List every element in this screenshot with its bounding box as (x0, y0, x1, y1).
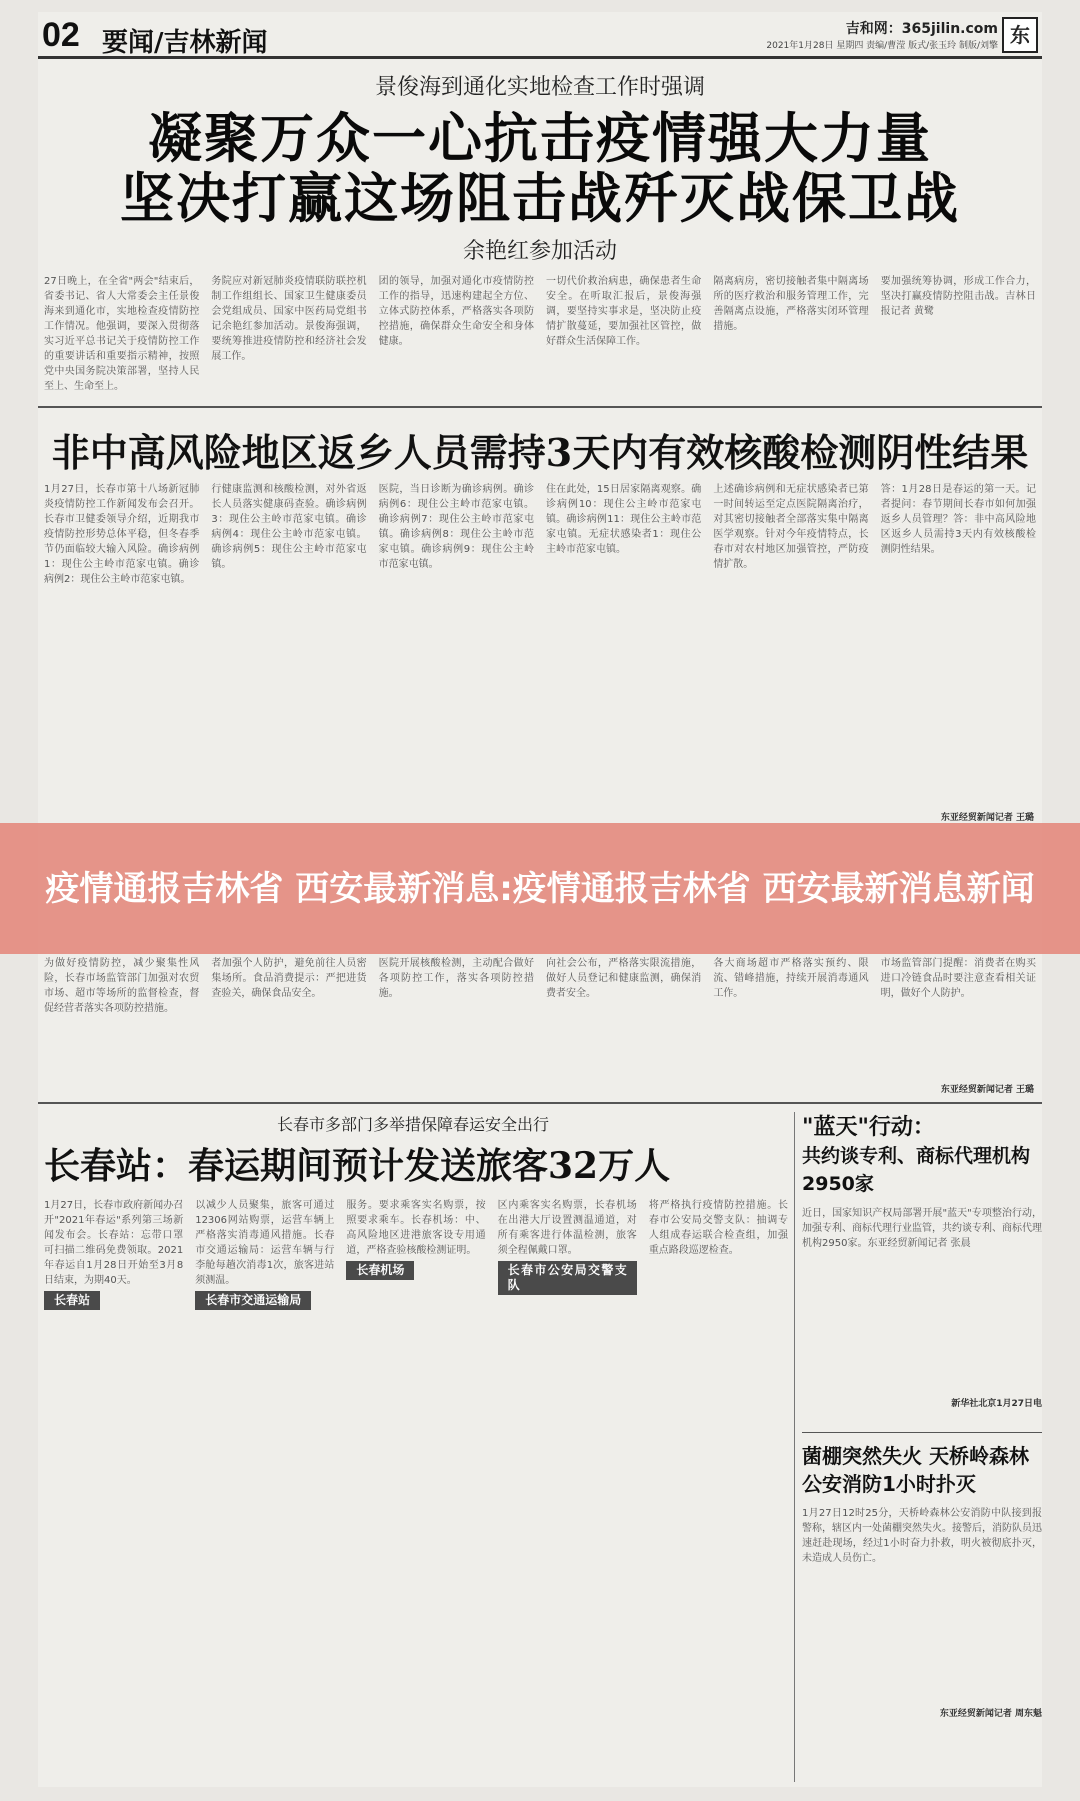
story4-paragraph: 区内乘客实名购票，长春机场在出港大厅设置测温通道，对所有乘客进行体温检测，旅客须全程佩戴口罩。 (497, 1200, 637, 1256)
story4-paragraph: 服务。要求乘客实名购票，按照要求乘车。长春机场：中、高风险地区进港旅客设专用通道，严格查验核酸检测证明。 (346, 1200, 486, 1256)
story1-headline-line2: 坚决打赢这场阻击战歼灭战保卫战 (120, 166, 960, 230)
overlay-title: 疫情通报吉林省 西安最新消息:疫情通报吉林省 西安最新消息新闻 (45, 868, 1035, 909)
story4-paragraph: 1月27日，长春市政府新闻办召开"2021年春运"系列第三场新闻发布会。长春站：忘带口罩可扫描二维码免费领取。2021年春运自1月28日开始至3月8日结束，为期40天。 (44, 1200, 184, 1286)
side2-body: 1月27日12时25分，天桥岭森林公安消防中队接到报警称，辖区内一处菌棚突然失火。接警后，消防队员迅速赶赴现场，经过1小时奋力扑救，明火被彻底扑灭，未造成人员伤亡。 (802, 1508, 1042, 1564)
story3-byline: 东亚经贸新闻记者 王璐 (940, 1085, 1034, 1095)
side1-headline: 共约谈专利、商标代理机构2950家 (802, 1145, 1031, 1195)
story4-column (44, 1198, 183, 1778)
story1-body (44, 274, 1036, 394)
story2-column: 住在此处，15日居家隔离观察。确诊病例10：现住公主岭市范家屯镇。确诊病例11：现住公主岭市范家屯镇。无症状感染者1：现住公主岭市范家屯镇。 (545, 484, 702, 555)
story3-column: 医院开展核酸检测，主动配合做好各项防控工作，落实各项防控措施。 (378, 958, 534, 999)
story1-column: 27日晚上，在全省"两会"结束后，省委书记、省人大常委会主任景俊海来到通化市，实地检查疫情防控工作情况。他强调，要深入贯彻落实习近平总书记关于疫情防控工作的重要讲话和重要指示精神，按照党中央国务院决策部署，坚持人民至上、生命至上。 (44, 276, 200, 392)
story1-headline-line1: 凝聚万众一心抗击疫情强大力量 (148, 106, 932, 170)
side-story-1 (802, 1114, 1042, 1409)
side-story-2 (802, 1442, 1042, 1719)
story1-kicker: 景俊海到通化实地检查工作时强调 (374, 75, 705, 100)
side2-headline: 菌棚突然失火 天桥岭森林公安消防1小时扑灭 (802, 1444, 1029, 1496)
story2-column: 医院，当日诊断为确诊病例。确诊病例6：现住公主岭市范家屯镇。确诊病例7：现住公主岭市范家屯镇。确诊病例8：现住公主岭市范家屯镇。确诊病例9：现住公主岭市范家屯镇。 (378, 484, 534, 570)
story4-paragraph: 以减少人员聚集，旅客可通过12306网站购票，运营车辆上严格落实消毒通风措施。长春市交通运输局：运营车辆与行李舱每趟次消毒1次，旅客进站须测温。 (195, 1200, 335, 1286)
story4-tag: 长春站 (44, 1291, 100, 1310)
story2-column: 行健康监测和核酸检测，对外省返长人员落实健康码查验。确诊病例3：现住公主岭市范家屯镇。确诊病例4：现住公主岭市范家屯镇。确诊病例5：现住公主岭市范家屯镇。 (211, 484, 367, 570)
masthead (38, 12, 1042, 59)
newspaper-logo: 东 (1002, 17, 1038, 53)
story4-column (195, 1198, 334, 1778)
side1-byline: 新华社北京1月27日电 (951, 1399, 1042, 1409)
story2-headline: 非中高风险地区返乡人员需持3天内有效核酸检测阴性结果 (51, 430, 1029, 475)
side1-kicker: "蓝天"行动： (802, 1115, 935, 1140)
story4-tag: 长春市公安局交警支队 (498, 1261, 637, 1295)
site-name: 吉和网：365jilin.com (845, 21, 998, 37)
section-title: 要闻/吉林新闻 (102, 28, 268, 58)
story4-column (498, 1198, 637, 1778)
story1-column: 团的领导，加强对通化市疫情防控工作的指导，迅速构建起全方位、立体式防控体系，严格落实各项防控措施，确保群众生命安全和身体健康。 (378, 276, 534, 347)
story2-byline: 东亚经贸新闻记者 王璐 (940, 813, 1034, 823)
story1-column: 务院应对新冠肺炎疫情联防联控机制工作组组长、国家卫生健康委员会党组成员、国家中医药局党组书记余艳红参加活动。景俊海强调，要统筹推进疫情防控和经济社会发展工作。 (211, 276, 367, 362)
story2-column: 上述确诊病例和无症状感染者已第一时间转运至定点医院隔离治疗，对其密切接触者全部落实集中隔离医学观察。针对今年疫情特点，长春市对农村地区加强管控，严防疫情扩散。 (713, 484, 869, 570)
story1-subhead: 余艳红参加活动 (462, 239, 617, 264)
story4-column (346, 1198, 485, 1778)
column-divider (794, 1112, 795, 1782)
story3-column: 各大商场超市严格落实预约、限流、错峰措施，持续开展消毒通风工作。 (713, 958, 869, 999)
story2-column: 答：1月28日是春运的第一天。记者提问：春节期间长春市如何加强返乡人员管理？答：非中高风险地区返乡人员需持3天内有效核酸检测阴性结果。 (880, 484, 1036, 555)
story4-column: 将严格执行疫情防控措施。长春市公安局交警支队：抽调专人组成春运联合检查组，加强重点路段巡逻检查。 (648, 1200, 789, 1256)
page-number: 02 (42, 16, 80, 54)
story1-column: 隔离病房，密切接触者集中隔离场所的医疗救治和服务管理工作，完善隔离点设施，严格落实闭环管理措施。 (713, 276, 869, 332)
story3-column: 为做好疫情防控，减少聚集性风险，长春市场监管部门加强对农贸市场、超市等场所的监督检查，督促经营者落实各项防控措施。 (44, 958, 200, 1014)
story4-headline: 长春站：春运期间预计发送旅客32万人 (44, 1145, 671, 1187)
story2-body (44, 482, 1036, 807)
edition-meta: 2021年1月28日 星期四 责编/曹滢 版式/张玉玲 制版/刘擎 (766, 41, 998, 51)
story1-column: 一切代价救治病患，确保患者生命安全。在听取汇报后，景俊海强调，要坚持实事求是，坚决防止疫情扩散蔓延，要加强社区管控，做好群众生活保障工作。 (545, 276, 702, 347)
side1-body: 近日，国家知识产权局部署开展"蓝天"专项整治行动，加强专利、商标代理行业监管，共约谈专利、商标代理机构2950家。东亚经贸新闻记者 张晨 (802, 1208, 1042, 1249)
story3-column: 者加强个人防护，避免前往人员密集场所。食品消费提示：严把进货查验关，确保食品安全。 (211, 958, 367, 999)
story3-body (44, 956, 1036, 1076)
story4-body (44, 1198, 788, 1778)
story3-column: 市场监管部门提醒：消费者在购买进口冷链食品时要注意查看相关证明，做好个人防护。 (880, 958, 1036, 999)
divider (38, 1102, 1042, 1104)
story1-column: 要加强统筹协调，形成工作合力，坚决打赢疫情防控阻击战。吉林日报记者 黄鹭 (880, 276, 1036, 317)
divider (38, 406, 1042, 408)
story4-tag: 长春市交通运输局 (195, 1291, 311, 1310)
title-overlay-banner (0, 823, 1080, 954)
divider (802, 1432, 1042, 1433)
story4-tag: 长春机场 (346, 1261, 414, 1280)
side2-byline: 东亚经贸新闻记者 周东魁 (939, 1709, 1042, 1719)
story4-kicker: 长春市多部门多举措保障春运安全出行 (276, 1115, 549, 1134)
story2-column: 1月27日，长春市第十八场新冠肺炎疫情防控工作新闻发布会召开。长春市卫健委领导介绍，近期我市疫情防控形势总体平稳，但冬春季节仍面临较大输入风险。确诊病例1：现住公主岭市范家屯镇。确诊病例2：现住公主岭市范家屯镇。 (44, 484, 200, 585)
story3-column: 向社会公布，严格落实限流措施，做好人员登记和健康监测，确保消费者安全。 (545, 958, 702, 999)
